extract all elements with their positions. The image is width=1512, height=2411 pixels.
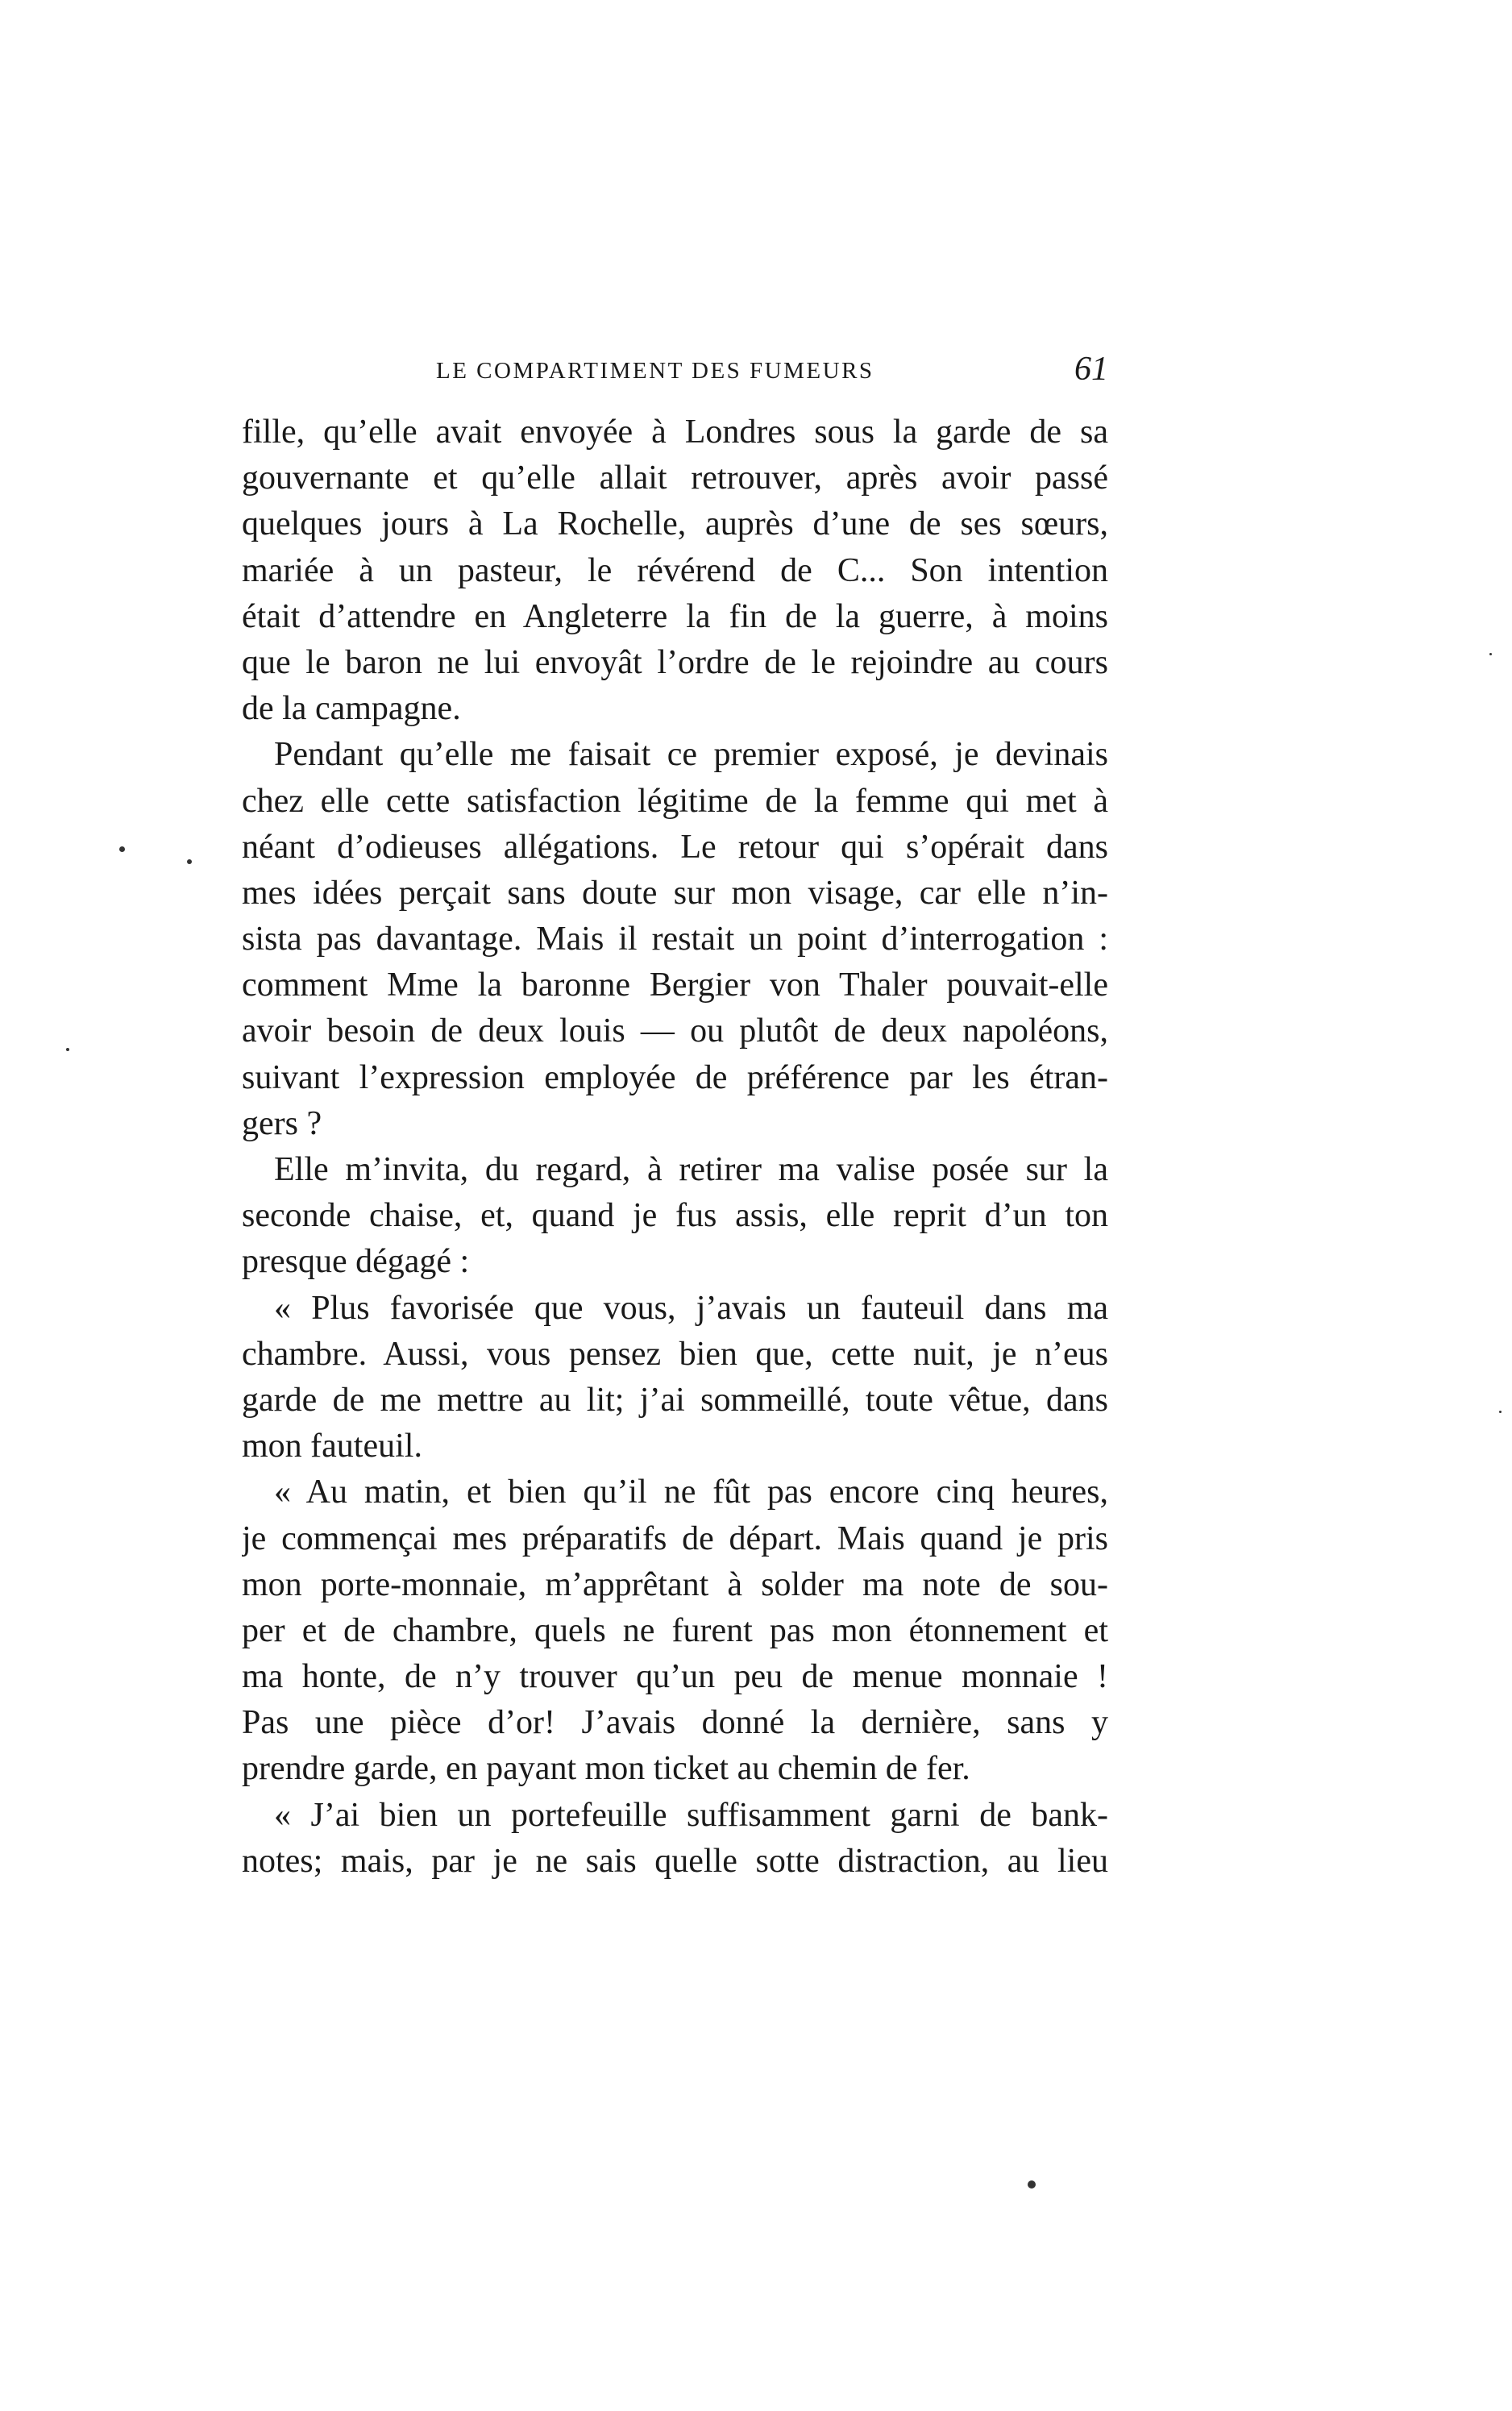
text-line: chez elle cette satisfaction légitime de la femme qui met à	[242, 782, 1108, 820]
text-line: mariée à un pasteur, le révérend de C... Son intention	[242, 551, 1108, 589]
text-line: je commençai mes préparatifs de départ. Mais quand je pris	[242, 1519, 1108, 1557]
text-line: « Au matin, et bien qu’il ne fût pas encore cinq heures,	[274, 1474, 1108, 1511]
text-line: de la campagne.	[242, 690, 461, 728]
running-title: LE COMPARTIMENT DES FUMEURS	[436, 358, 874, 384]
scan-speck	[66, 1048, 69, 1051]
text-line: fille, qu’elle avait envoyée à Londres sous la garde de sa	[242, 414, 1108, 451]
text-line: presque dégagé :	[242, 1243, 470, 1281]
text-line: comment Mme la baronne Bergier von Thaler pouvait-elle	[242, 966, 1108, 1004]
text-line: mon fauteuil.	[242, 1428, 422, 1465]
text-line: mes idées perçait sans doute sur mon visage, car elle n’in-	[242, 874, 1108, 912]
text-line: prendre garde, en payant mon ticket au chemin de fer.	[242, 1750, 970, 1788]
text-line: gers ?	[242, 1104, 322, 1142]
scan-speck	[119, 846, 125, 852]
text-line: ma honte, de n’y trouver qu’un peu de menue monnaie !	[242, 1658, 1108, 1696]
text-line: notes; mais, par je ne sais quelle sotte distraction, au lieu	[242, 1842, 1108, 1880]
text-line: garde de me mettre au lit; j’ai sommeillé, toute vêtue, dans	[242, 1381, 1108, 1419]
text-line: mon porte-monnaie, m’apprêtant à solder ma note de sou-	[242, 1565, 1108, 1603]
text-line: était d’attendre en Angleterre la fin de la guerre, à moins	[242, 597, 1108, 635]
text-line: Pendant qu’elle me faisait ce premier exposé, je devinais	[274, 736, 1108, 774]
text-line: que le baron ne lui envoyât l’ordre de le rejoindre au cours	[242, 643, 1108, 681]
text-line: chambre. Aussi, vous pensez bien que, cette nuit, je n’eus	[242, 1335, 1108, 1373]
page-number: 61	[1074, 351, 1108, 388]
scan-speck	[1499, 1411, 1502, 1413]
text-line: gouvernante et qu’elle allait retrouver, après avoir passé	[242, 459, 1108, 497]
text-line: quelques jours à La Rochelle, auprès d’une de ses sœurs,	[242, 505, 1108, 543]
text-line: avoir besoin de deux louis — ou plutôt de deux napoléons,	[242, 1012, 1108, 1050]
scan-speck	[1028, 2180, 1036, 2189]
text-line: per et de chambre, quels ne furent pas mon étonnement et	[242, 1611, 1108, 1649]
text-line: « J’ai bien un portefeuille suffisamment garni de bank-	[274, 1796, 1108, 1834]
text-line: Pas une pièce d’or! J’avais donné la dernière, sans y	[242, 1704, 1108, 1742]
text-line: néant d’odieuses allégations. Le retour qui s’opérait dans	[242, 828, 1108, 866]
text-line: sista pas davantage. Mais il restait un point d’interrogation :	[242, 921, 1108, 958]
running-head	[242, 348, 1108, 397]
text-line: « Plus favorisée que vous, j’avais un fauteuil dans ma	[274, 1289, 1108, 1327]
text-line: seconde chaise, et, quand je fus assis, elle reprit d’un ton	[242, 1197, 1108, 1235]
scan-speck	[187, 859, 192, 864]
body-text	[242, 409, 1108, 1885]
scan-speck	[1489, 653, 1492, 655]
text-line: suivant l’expression employée de préférence par les étran-	[242, 1058, 1108, 1096]
text-line: Elle m’invita, du regard, à retirer ma valise posée sur la	[274, 1151, 1108, 1188]
